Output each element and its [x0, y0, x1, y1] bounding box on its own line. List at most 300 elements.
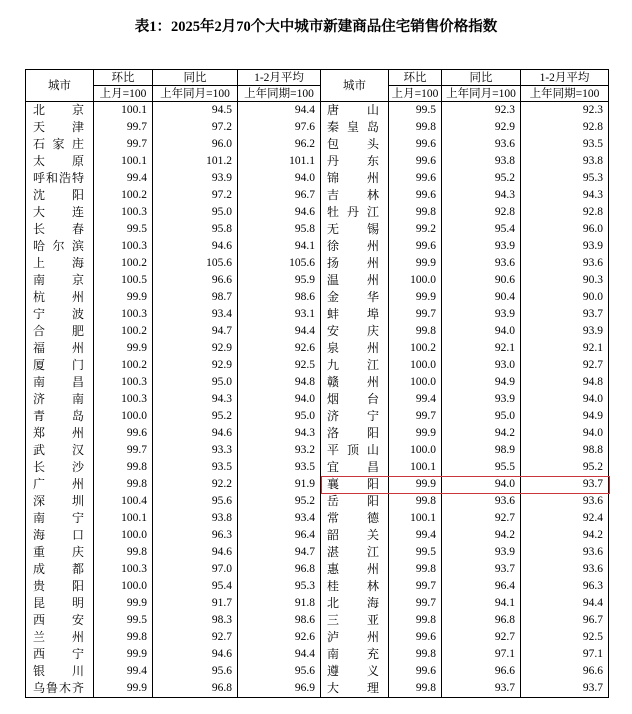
right-yoy-cell: 92.7 — [442, 629, 521, 646]
left-yoy-cell: 94.6 — [153, 238, 238, 255]
right-mom-cell: 99.6 — [389, 170, 442, 187]
right-mom-header: 环比 — [389, 70, 442, 86]
right-avg-cell: 95.2 — [521, 459, 609, 476]
right-mom-cell: 99.8 — [389, 204, 442, 221]
left-yoy-cell: 92.9 — [153, 340, 238, 357]
right-mom-cell: 99.8 — [389, 493, 442, 510]
right-avg-cell: 93.6 — [521, 544, 609, 561]
table-row — [26, 544, 609, 561]
right-yoy-cell: 93.6 — [442, 255, 521, 272]
left-mom-cell: 99.6 — [94, 425, 153, 442]
left-city-cell: 天津 — [26, 119, 94, 136]
table-row — [26, 612, 609, 629]
right-mom-base: 上月=100 — [389, 86, 442, 102]
table-row — [26, 476, 609, 493]
right-avg-cell: 94.0 — [521, 425, 609, 442]
right-yoy-cell: 93.9 — [442, 544, 521, 561]
left-avg-cell: 94.4 — [238, 323, 321, 340]
right-avg-cell: 94.3 — [521, 187, 609, 204]
right-yoy-cell: 94.9 — [442, 374, 521, 391]
right-avg-cell: 98.8 — [521, 442, 609, 459]
right-city-cell: 蚌埠 — [321, 306, 389, 323]
table-row — [26, 204, 609, 221]
table-body — [26, 102, 609, 698]
right-mom-cell: 100.0 — [389, 374, 442, 391]
left-yoy-cell: 98.7 — [153, 289, 238, 306]
right-yoy-cell: 94.2 — [442, 527, 521, 544]
left-city-cell: 广州 — [26, 476, 94, 493]
right-city-cell: 襄阳 — [321, 476, 389, 493]
right-yoy-header: 同比 — [442, 70, 521, 86]
table-row — [26, 442, 609, 459]
table-row — [26, 374, 609, 391]
right-city-cell: 湛江 — [321, 544, 389, 561]
right-mom-cell: 99.6 — [389, 153, 442, 170]
left-avg-cell: 96.4 — [238, 527, 321, 544]
table-row — [26, 136, 609, 153]
left-avg-cell: 94.4 — [238, 102, 321, 120]
left-yoy-cell: 94.6 — [153, 646, 238, 663]
right-avg-cell: 93.7 — [521, 476, 609, 493]
left-avg-base: 上年同期=100 — [238, 86, 321, 102]
right-city-cell: 烟台 — [321, 391, 389, 408]
right-city-cell: 唐山 — [321, 102, 389, 120]
left-city-cell: 海口 — [26, 527, 94, 544]
right-avg-cell: 93.9 — [521, 238, 609, 255]
left-yoy-cell: 98.3 — [153, 612, 238, 629]
left-mom-cell: 100.3 — [94, 238, 153, 255]
right-avg-cell: 93.6 — [521, 493, 609, 510]
right-city-cell: 桂林 — [321, 578, 389, 595]
right-yoy-cell: 94.0 — [442, 323, 521, 340]
right-yoy-cell: 93.9 — [442, 306, 521, 323]
left-yoy-cell: 101.2 — [153, 153, 238, 170]
right-city-cell: 温州 — [321, 272, 389, 289]
left-yoy-cell: 93.5 — [153, 459, 238, 476]
right-avg-cell: 92.3 — [521, 102, 609, 120]
left-avg-cell: 105.6 — [238, 255, 321, 272]
right-city-cell: 包头 — [321, 136, 389, 153]
left-city-cell: 太原 — [26, 153, 94, 170]
left-mom-cell: 99.7 — [94, 119, 153, 136]
table-row — [26, 153, 609, 170]
table-row — [26, 680, 609, 698]
left-yoy-cell: 105.6 — [153, 255, 238, 272]
right-avg-base: 上年同期=100 — [521, 86, 609, 102]
left-mom-header: 环比 — [94, 70, 153, 86]
table-row — [26, 595, 609, 612]
left-city-cell: 上海 — [26, 255, 94, 272]
table-row — [26, 170, 609, 187]
left-city-cell: 福州 — [26, 340, 94, 357]
right-yoy-cell: 94.2 — [442, 425, 521, 442]
table-row — [26, 561, 609, 578]
right-mom-cell: 99.4 — [389, 527, 442, 544]
right-mom-cell: 99.9 — [389, 476, 442, 493]
left-city-cell: 合肥 — [26, 323, 94, 340]
left-city-cell: 济南 — [26, 391, 94, 408]
left-mom-cell: 100.3 — [94, 391, 153, 408]
table-title: 表1：2025年2月70个大中城市新建商品住宅销售价格指数 — [134, 19, 498, 35]
left-yoy-cell: 96.8 — [153, 680, 238, 698]
left-city-cell: 南昌 — [26, 374, 94, 391]
right-city-cell: 三亚 — [321, 612, 389, 629]
left-avg-cell: 94.8 — [238, 374, 321, 391]
right-yoy-cell: 90.6 — [442, 272, 521, 289]
right-city-cell: 牡丹江 — [321, 204, 389, 221]
right-city-cell: 南充 — [321, 646, 389, 663]
left-mom-cell: 100.2 — [94, 323, 153, 340]
left-city-cell: 郑州 — [26, 425, 94, 442]
right-city-cell: 泸州 — [321, 629, 389, 646]
right-mom-cell: 99.8 — [389, 680, 442, 698]
right-mom-cell: 99.7 — [389, 306, 442, 323]
right-yoy-cell: 95.4 — [442, 221, 521, 238]
left-city-cell: 成都 — [26, 561, 94, 578]
right-yoy-cell: 93.9 — [442, 391, 521, 408]
left-avg-cell: 92.6 — [238, 629, 321, 646]
left-avg-cell: 92.5 — [238, 357, 321, 374]
right-avg-cell: 94.0 — [521, 391, 609, 408]
left-city-cell: 杭州 — [26, 289, 94, 306]
right-mom-cell: 99.6 — [389, 136, 442, 153]
left-mom-cell: 99.8 — [94, 629, 153, 646]
right-yoy-cell: 96.8 — [442, 612, 521, 629]
table-row — [26, 357, 609, 374]
right-yoy-cell: 93.6 — [442, 493, 521, 510]
left-mom-cell: 99.5 — [94, 221, 153, 238]
table-row — [26, 323, 609, 340]
right-mom-cell: 99.6 — [389, 663, 442, 680]
left-yoy-cell: 94.6 — [153, 425, 238, 442]
right-mom-cell: 99.8 — [389, 323, 442, 340]
right-mom-cell: 100.1 — [389, 510, 442, 527]
left-mom-cell: 100.1 — [94, 102, 153, 120]
right-mom-cell: 99.8 — [389, 612, 442, 629]
left-yoy-cell: 95.8 — [153, 221, 238, 238]
left-mom-cell: 99.9 — [94, 646, 153, 663]
right-mom-cell: 99.6 — [389, 238, 442, 255]
left-city-cell: 宁波 — [26, 306, 94, 323]
left-mom-cell: 99.4 — [94, 663, 153, 680]
table-row — [26, 187, 609, 204]
left-mom-cell: 100.2 — [94, 255, 153, 272]
right-mom-cell: 99.6 — [389, 629, 442, 646]
left-mom-cell: 100.5 — [94, 272, 153, 289]
left-yoy-cell: 95.0 — [153, 374, 238, 391]
left-avg-cell: 96.2 — [238, 136, 321, 153]
left-yoy-cell: 95.4 — [153, 578, 238, 595]
right-city-cell: 岳阳 — [321, 493, 389, 510]
right-city-cell: 丹东 — [321, 153, 389, 170]
left-city-cell: 南宁 — [26, 510, 94, 527]
right-city-cell: 宜昌 — [321, 459, 389, 476]
left-city-cell: 南京 — [26, 272, 94, 289]
right-avg-cell: 93.6 — [521, 255, 609, 272]
right-mom-cell: 99.9 — [389, 289, 442, 306]
left-avg-cell: 91.9 — [238, 476, 321, 493]
right-avg-cell: 93.7 — [521, 306, 609, 323]
left-avg-cell: 98.6 — [238, 612, 321, 629]
left-yoy-cell: 97.2 — [153, 187, 238, 204]
right-yoy-cell: 94.3 — [442, 187, 521, 204]
left-city-cell: 重庆 — [26, 544, 94, 561]
right-avg-cell: 97.1 — [521, 646, 609, 663]
left-avg-cell: 91.8 — [238, 595, 321, 612]
left-avg-cell: 95.8 — [238, 221, 321, 238]
right-yoy-cell: 95.5 — [442, 459, 521, 476]
left-avg-cell: 92.6 — [238, 340, 321, 357]
left-avg-cell: 94.4 — [238, 646, 321, 663]
left-city-cell: 乌鲁木齐 — [26, 680, 94, 698]
right-avg-cell: 92.5 — [521, 629, 609, 646]
left-city-cell: 昆明 — [26, 595, 94, 612]
right-avg-cell: 92.1 — [521, 340, 609, 357]
right-avg-cell: 93.5 — [521, 136, 609, 153]
right-city-cell: 遵义 — [321, 663, 389, 680]
right-yoy-cell: 96.4 — [442, 578, 521, 595]
left-mom-cell: 100.1 — [94, 510, 153, 527]
left-city-cell: 深圳 — [26, 493, 94, 510]
left-mom-cell: 99.9 — [94, 680, 153, 698]
right-city-cell: 惠州 — [321, 561, 389, 578]
table-row — [26, 527, 609, 544]
right-city-cell: 赣州 — [321, 374, 389, 391]
left-yoy-cell: 93.4 — [153, 306, 238, 323]
left-yoy-cell: 91.7 — [153, 595, 238, 612]
left-mom-cell: 100.4 — [94, 493, 153, 510]
left-yoy-cell: 93.9 — [153, 170, 238, 187]
left-mom-cell: 99.5 — [94, 612, 153, 629]
left-yoy-cell: 96.0 — [153, 136, 238, 153]
table-row — [26, 408, 609, 425]
left-avg-cell: 95.9 — [238, 272, 321, 289]
left-yoy-cell: 94.7 — [153, 323, 238, 340]
right-mom-cell: 100.0 — [389, 442, 442, 459]
left-mom-cell: 100.3 — [94, 306, 153, 323]
table-row — [26, 255, 609, 272]
right-avg-cell: 94.4 — [521, 595, 609, 612]
right-avg-cell: 92.4 — [521, 510, 609, 527]
right-mom-cell: 99.6 — [389, 187, 442, 204]
left-avg-cell: 96.8 — [238, 561, 321, 578]
right-yoy-cell: 96.6 — [442, 663, 521, 680]
right-mom-cell: 100.0 — [389, 272, 442, 289]
left-city-cell: 银川 — [26, 663, 94, 680]
right-mom-cell: 99.7 — [389, 408, 442, 425]
left-mom-base: 上月=100 — [94, 86, 153, 102]
right-mom-cell: 99.5 — [389, 102, 442, 120]
right-mom-cell: 99.7 — [389, 578, 442, 595]
left-avg-cell: 93.5 — [238, 459, 321, 476]
right-mom-cell: 100.1 — [389, 459, 442, 476]
right-city-cell: 常德 — [321, 510, 389, 527]
right-mom-cell: 99.8 — [389, 119, 442, 136]
table-row — [26, 629, 609, 646]
left-avg-cell: 93.2 — [238, 442, 321, 459]
right-mom-cell: 99.2 — [389, 221, 442, 238]
right-mom-cell: 99.9 — [389, 425, 442, 442]
right-city-cell: 锦州 — [321, 170, 389, 187]
right-avg-cell: 90.0 — [521, 289, 609, 306]
right-mom-cell: 99.8 — [389, 646, 442, 663]
left-yoy-cell: 97.0 — [153, 561, 238, 578]
right-yoy-cell: 92.7 — [442, 510, 521, 527]
left-mom-cell: 100.0 — [94, 527, 153, 544]
right-yoy-cell: 97.1 — [442, 646, 521, 663]
left-avg-cell: 94.7 — [238, 544, 321, 561]
table-row — [26, 306, 609, 323]
left-city-cell: 西安 — [26, 612, 94, 629]
left-city-cell: 石家庄 — [26, 136, 94, 153]
left-city-header: 城市 — [26, 70, 94, 102]
left-city-cell: 大连 — [26, 204, 94, 221]
table-row — [26, 102, 609, 120]
left-yoy-cell: 97.2 — [153, 119, 238, 136]
left-mom-cell: 100.0 — [94, 408, 153, 425]
right-city-cell: 济宁 — [321, 408, 389, 425]
right-avg-cell: 96.3 — [521, 578, 609, 595]
left-city-cell: 西宁 — [26, 646, 94, 663]
left-yoy-cell: 94.5 — [153, 102, 238, 120]
right-city-cell: 大理 — [321, 680, 389, 698]
header-row-labels — [26, 70, 609, 86]
right-yoy-cell: 92.1 — [442, 340, 521, 357]
left-city-cell: 武汉 — [26, 442, 94, 459]
table-row — [26, 391, 609, 408]
right-avg-cell: 96.6 — [521, 663, 609, 680]
left-city-cell: 北京 — [26, 102, 94, 120]
left-avg-cell: 94.0 — [238, 170, 321, 187]
left-yoy-base: 上年同月=100 — [153, 86, 238, 102]
left-avg-cell: 95.6 — [238, 663, 321, 680]
right-city-header: 城市 — [321, 70, 389, 102]
right-city-cell: 无锡 — [321, 221, 389, 238]
left-mom-cell: 100.3 — [94, 561, 153, 578]
left-city-cell: 厦门 — [26, 357, 94, 374]
right-avg-cell: 93.7 — [521, 680, 609, 698]
right-yoy-cell: 93.6 — [442, 136, 521, 153]
left-yoy-cell: 96.3 — [153, 527, 238, 544]
table-row — [26, 425, 609, 442]
right-yoy-cell: 94.0 — [442, 476, 521, 493]
right-mom-cell: 99.5 — [389, 544, 442, 561]
left-mom-cell: 99.7 — [94, 136, 153, 153]
right-avg-cell: 94.9 — [521, 408, 609, 425]
price-index-table — [25, 69, 609, 698]
right-avg-cell: 96.7 — [521, 612, 609, 629]
right-avg-cell: 94.8 — [521, 374, 609, 391]
left-avg-cell: 94.3 — [238, 425, 321, 442]
left-avg-cell: 93.4 — [238, 510, 321, 527]
left-avg-cell: 94.6 — [238, 204, 321, 221]
left-yoy-cell: 95.6 — [153, 493, 238, 510]
table-row — [26, 510, 609, 527]
right-mom-cell: 99.8 — [389, 561, 442, 578]
left-yoy-cell: 93.8 — [153, 510, 238, 527]
left-avg-header: 1-2月平均 — [238, 70, 321, 86]
left-avg-cell: 96.7 — [238, 187, 321, 204]
left-mom-cell: 100.1 — [94, 153, 153, 170]
table-row — [26, 289, 609, 306]
right-yoy-cell: 93.9 — [442, 238, 521, 255]
right-city-cell: 韶关 — [321, 527, 389, 544]
table-row — [26, 459, 609, 476]
table-row — [26, 578, 609, 595]
right-yoy-cell: 92.9 — [442, 119, 521, 136]
right-yoy-cell: 95.0 — [442, 408, 521, 425]
left-city-cell: 呼和浩特 — [26, 170, 94, 187]
left-avg-cell: 95.3 — [238, 578, 321, 595]
left-city-cell: 沈阳 — [26, 187, 94, 204]
right-city-cell: 泉州 — [321, 340, 389, 357]
right-yoy-cell: 98.9 — [442, 442, 521, 459]
right-city-cell: 平顶山 — [321, 442, 389, 459]
right-avg-cell: 92.8 — [521, 119, 609, 136]
right-avg-cell: 96.0 — [521, 221, 609, 238]
left-mom-cell: 100.2 — [94, 357, 153, 374]
left-yoy-cell: 92.9 — [153, 357, 238, 374]
left-mom-cell: 99.8 — [94, 476, 153, 493]
left-yoy-cell: 95.6 — [153, 663, 238, 680]
right-mom-cell: 100.0 — [389, 357, 442, 374]
left-mom-cell: 100.0 — [94, 578, 153, 595]
right-avg-cell: 93.6 — [521, 561, 609, 578]
left-avg-cell: 95.2 — [238, 493, 321, 510]
left-yoy-cell: 92.7 — [153, 629, 238, 646]
right-city-cell: 洛阳 — [321, 425, 389, 442]
left-city-cell: 长春 — [26, 221, 94, 238]
left-city-cell: 兰州 — [26, 629, 94, 646]
left-mom-cell: 100.3 — [94, 204, 153, 221]
left-yoy-header: 同比 — [153, 70, 238, 86]
left-mom-cell: 99.4 — [94, 170, 153, 187]
right-yoy-cell: 90.4 — [442, 289, 521, 306]
left-avg-cell: 97.6 — [238, 119, 321, 136]
left-avg-cell: 93.1 — [238, 306, 321, 323]
left-yoy-cell: 95.0 — [153, 204, 238, 221]
left-avg-cell: 98.6 — [238, 289, 321, 306]
right-yoy-cell: 92.8 — [442, 204, 521, 221]
table-row — [26, 272, 609, 289]
right-city-cell: 安庆 — [321, 323, 389, 340]
left-city-cell: 贵阳 — [26, 578, 94, 595]
right-city-cell: 金华 — [321, 289, 389, 306]
left-mom-cell: 99.9 — [94, 289, 153, 306]
right-mom-cell: 99.4 — [389, 391, 442, 408]
left-city-cell: 青岛 — [26, 408, 94, 425]
right-avg-cell: 92.8 — [521, 204, 609, 221]
right-avg-cell: 92.7 — [521, 357, 609, 374]
right-city-cell: 九江 — [321, 357, 389, 374]
table-row — [26, 238, 609, 255]
left-yoy-cell: 93.3 — [153, 442, 238, 459]
left-yoy-cell: 92.2 — [153, 476, 238, 493]
right-avg-cell: 94.2 — [521, 527, 609, 544]
left-mom-cell: 100.2 — [94, 187, 153, 204]
right-yoy-cell: 93.0 — [442, 357, 521, 374]
table-row — [26, 646, 609, 663]
right-yoy-cell: 93.7 — [442, 561, 521, 578]
left-avg-cell: 94.1 — [238, 238, 321, 255]
table-row — [26, 493, 609, 510]
right-yoy-base: 上年同月=100 — [442, 86, 521, 102]
right-yoy-cell: 95.2 — [442, 170, 521, 187]
left-mom-cell: 99.9 — [94, 595, 153, 612]
right-city-cell: 徐州 — [321, 238, 389, 255]
left-mom-cell: 99.8 — [94, 459, 153, 476]
table-row — [26, 119, 609, 136]
